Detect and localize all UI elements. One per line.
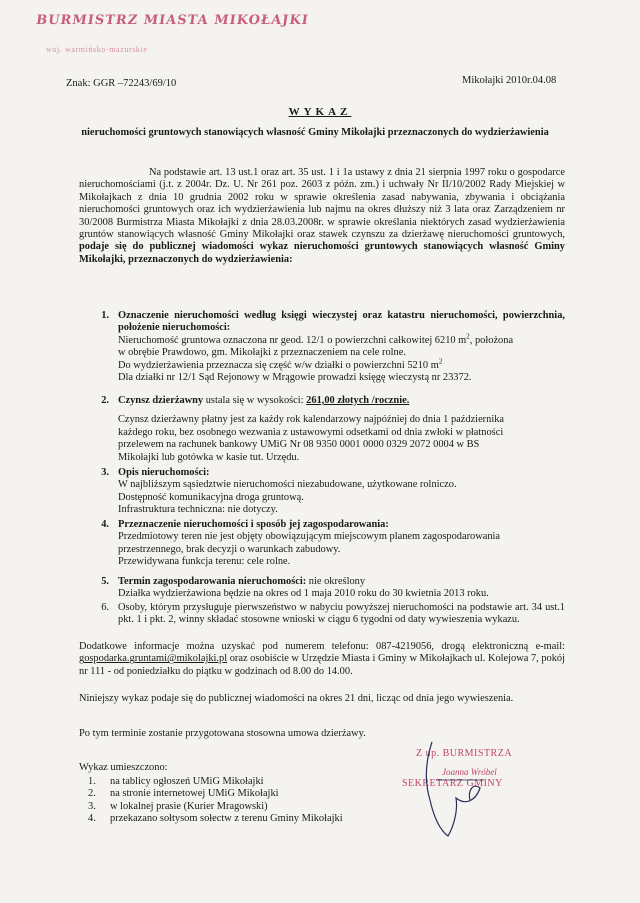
info-text: Dodatkowe informacje można uzyskać pod numerem telefonu: 087-4219056, drogą elektroniczną e-mail:	[79, 641, 565, 652]
item-line: Działka wydzierżawiona będzie na okres od 1 maja 2010 roku do 30 kwietnia 2013 roku.	[118, 588, 489, 600]
signature-line-2: SEKRETARZ GMINY	[402, 778, 503, 789]
item-number: 1.	[101, 310, 109, 321]
item-heading: Czynsz dzierżawny	[118, 395, 204, 406]
posted-number: 2.	[88, 788, 96, 800]
item-paragraph: Czynsz dzierżawny płatny jest za każdy rok kalendarzowy najpóźniej do dnia 1 października każdego roku, bez osobnego wezwania z ustawowymi odsetkami od dnia zwłoki w płatności przelewem na rachunek bankowy UMiG Nr 08 9350 0001 0000 0329 2072 0004 w BS Mikołajki lub gotówka w kasie tut. Urzędu.	[118, 414, 505, 463]
posted-number: 4.	[88, 813, 96, 825]
item-number: 2.	[101, 395, 109, 406]
item-line: Dostępność komunikacyjna droga gruntową.	[118, 491, 304, 503]
info-paragraph	[79, 641, 565, 678]
item-text: ustala się w wysokości:	[203, 395, 307, 406]
email-link[interactable]: gospodarka.gruntami@mikolajki.pl	[79, 653, 228, 665]
item-line	[118, 395, 565, 407]
item-number: 4.	[101, 519, 109, 530]
info-text: oraz osobiście w Urzędzie Miasta i Gminy w Mikołajkach ul. Kolejowa 7, pokój nr 111 - od poniedziałku do piątku w godzinach od 8.00 do 14.00.	[79, 653, 565, 677]
item-text: nie określony	[306, 576, 366, 587]
item-body	[118, 467, 565, 517]
notice-paragraph: Niniejszy wykaz podaje się do publicznej wiadomości na okres 21 dni, licząc od dnia jego wywieszenia.	[79, 693, 514, 704]
intro-paragraph	[79, 167, 565, 266]
item-line	[118, 576, 565, 588]
item-line	[118, 357, 565, 372]
posted-text: na stronie internetowej UMiG Mikołajki	[110, 788, 279, 800]
item-number: 5.	[101, 576, 109, 587]
posted-title: Wykaz umieszczono:	[79, 762, 168, 773]
intro-bold: podaje się do publicznej wiadomości wykaz nieruchomości gruntowych stanowiących własność Gminy Mikołajki, przeznaczonych do wydzierżawienia:	[79, 241, 565, 265]
posted-text: przekazano sołtysom sołectw z terenu Gminy Mikołajki	[110, 813, 343, 825]
item-line: Przewidywana funkcja terenu: cele rolne.	[118, 556, 291, 568]
item-paragraph: Przedmiotowy teren nie jest objęty obowiązującym miejscowym planem zagospodarowania przestrzennego, brak decyzji o warunkach zabudowy.	[118, 531, 501, 555]
item-heading: Oznaczenie nieruchomości według księgi wieczystej oraz katastru nieruchomości, powierzchnia, położenie nieruchomości:	[118, 310, 565, 334]
item-line: Dla działki nr 12/1 Sąd Rejonowy w Mrągowie prowadzi księgę wieczystą nr 23372.	[118, 372, 472, 384]
posted-text: na tablicy ogłoszeń UMiG Mikołajki	[110, 776, 264, 787]
item-heading: Opis nieruchomości:	[118, 467, 210, 478]
item-body	[118, 519, 565, 569]
stamp-header: BURMISTRZ MIASTA MIKOŁAJKI	[35, 13, 310, 28]
signature-name: Joanna Wróbel	[442, 767, 497, 777]
superscript: 2	[466, 332, 470, 341]
rent-amount: 261,00 złotych /rocznie.	[306, 395, 410, 406]
signature-line-1: Z up. BURMISTRZA	[416, 748, 513, 759]
posted-text: w lokalnej prasie (Kurier Mragowski)	[110, 800, 268, 812]
item-body	[118, 576, 565, 601]
posted-number: 1.	[88, 776, 96, 787]
item-heading: Przeznaczenie nieruchomości i sposób jej zagospodarowania:	[118, 519, 389, 530]
item-number: 3.	[101, 467, 109, 478]
closing-sentence: Po tym terminie zostanie przygotowana stosowna umowa dzierżawy.	[79, 728, 366, 739]
item-line: w obrębie Prawdowo, gm. Mikołajki z przeznaczeniem na cele rolne.	[118, 347, 406, 359]
item-text: , położona	[469, 334, 514, 346]
item-line	[118, 332, 565, 347]
item-number: 6.	[101, 602, 109, 613]
posted-number: 3.	[88, 800, 96, 812]
item-text: Nieruchomość gruntowa oznaczona nr geod. 12/1 o powierzchni całkowitej 6210 m	[118, 334, 467, 346]
item-body	[118, 395, 565, 464]
place-and-date: Mikołajki 2010r.04.08	[462, 75, 557, 86]
document-title: WYKAZ	[288, 106, 352, 118]
superscript: 2	[438, 357, 443, 366]
item-line: Infrastruktura techniczna: nie dotyczy.	[118, 504, 278, 516]
handwritten-signature	[396, 740, 556, 840]
item-heading: Termin zagospodarowania nieruchomości:	[118, 576, 307, 587]
reference-number: Znak: GGR –72243/69/10	[66, 78, 177, 89]
signature-stamp	[396, 740, 556, 840]
item-text: Do wydzierżawienia przeznacza się część w/w działki o powierzchni 5210 m	[118, 359, 439, 371]
item-line: W najbliższym sąsiedztwie nieruchomości niezabudowane, użytkowane rolniczo.	[118, 479, 457, 491]
document-subtitle: nieruchomości gruntowych stanowiących własność Gminy Mikołajki przeznaczonych do wydzierżawienia	[81, 127, 549, 138]
item-paragraph: Osoby, którym przysługuje pierwszeństwo w nabyciu powyższej nieruchomości na podstawie art. 34 ust.1 pkt. 1 i pkt. 2, winny składać stosowne wnioski w ciągu 6 tygodni od daty wywieszenia wykazu.	[118, 602, 565, 626]
intro-text: Na podstawie art. 13 ust.1 oraz art. 35 ust. 1 i 1a ustawy z dnia 21 sierpnia 1997 roku o gospodarce nieruchomościami (j.t. z 2004r. Dz. U. Nr 261 poz. 2603 z późn. zm.) i uchwały Nr II/10/2002 Rady Miejskiej w Mikołajkach z dnia 10 grudnia 2002 roku w sprawie określenia zasad nabywania, zbywania i obciążania nieruchomości gruntowych oraz ich wydzierżawienia lub najmu na okres dłuższy niż 3 lata oraz Zarządzeniem nr 30/2008 Burmistrza Miasta Mikołajki z dnia 28.03.2008r. w sprawie określania niektórych zasad wydzierżawienia gruntów stanowiących własność Gminy Mikołajki oraz stawek czynszu za dzierżawę nieruchomości gruntowych,	[79, 167, 565, 241]
item-body	[118, 310, 565, 384]
stamp-subline: woj. warmińsko-mazurskie	[46, 45, 148, 54]
